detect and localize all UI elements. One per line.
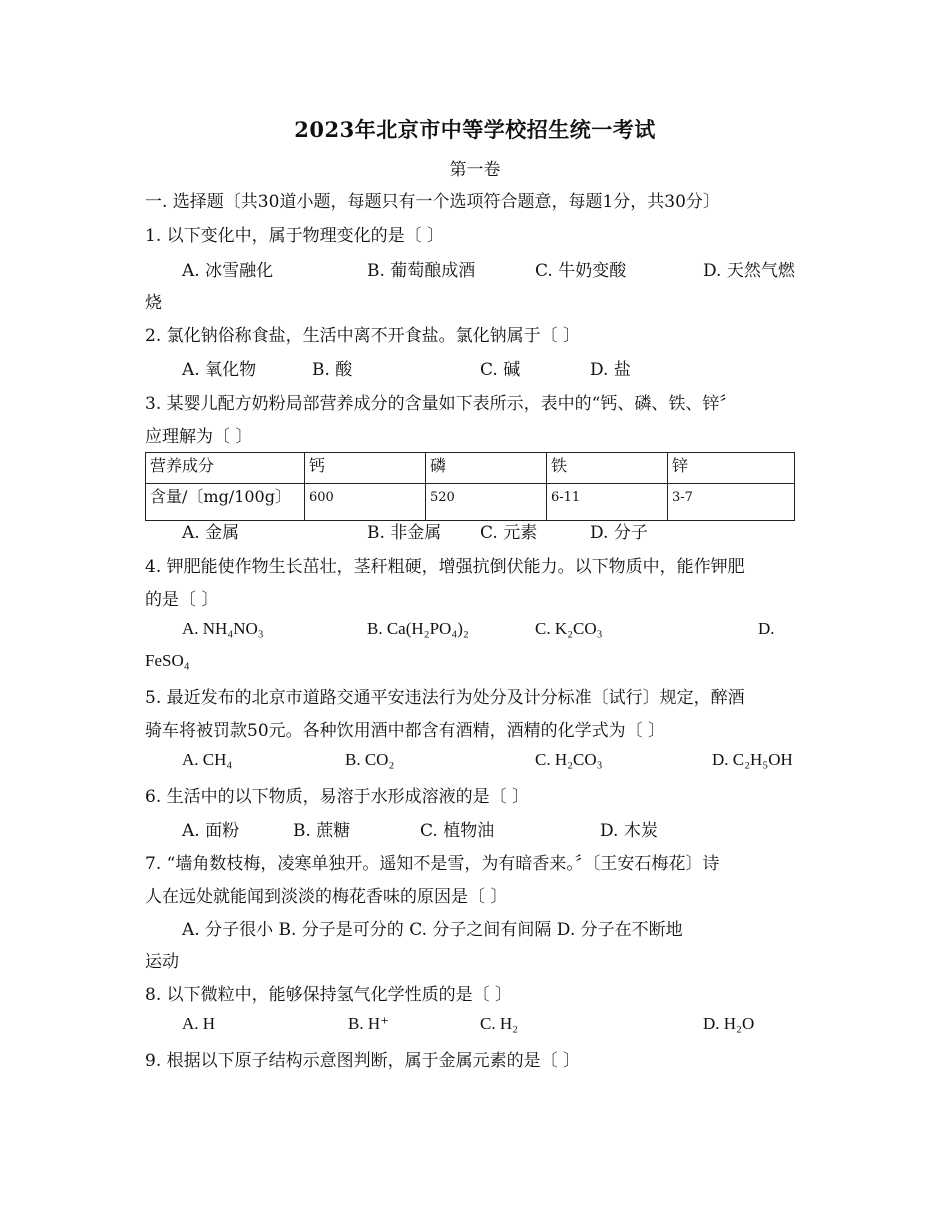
q7-options: A. 分子很小 B. 分子是可分的 C. 分子之间有间隔 D. 分子在不断地: [182, 920, 683, 940]
q8-option-a: A. H: [182, 1014, 216, 1033]
question-3-stem-cont: 应理解为〔 〕: [145, 427, 253, 447]
q1-option-c: C. 牛奶变酸: [535, 261, 627, 281]
q1-option-a: A. 冰雪融化: [182, 261, 274, 281]
question-7-stem-cont: 人在远处就能闻到淡淡的梅花香味的原因是〔 〕: [145, 887, 508, 907]
question-9-stem: 9. 根据以下原子结构示意图判断，属于金属元素的是〔 〕: [145, 1051, 581, 1071]
question-5-stem-cont: 骑车将被罚款50元。各种饮用酒中都含有酒精，酒精的化学式为〔 〕: [145, 721, 666, 741]
question-8-stem: 8. 以下微粒中，能够保持氢气化学性质的是〔 〕: [145, 985, 513, 1005]
question-2-stem: 2. 氯化钠俗称食盐，生活中离不开食盐。氯化钠属于〔 〕: [145, 326, 581, 346]
q6-option-d: D. 木炭: [600, 821, 658, 841]
table-row: [146, 484, 795, 521]
table-header-cell: 铁: [547, 453, 668, 484]
q2-option-c: C. 碱: [480, 360, 521, 380]
q2-option-d: D. 盐: [590, 360, 631, 380]
question-1-stem: 1. 以下变化中，属于物理变化的是〔 〕: [145, 226, 445, 246]
table-header-cell: 营养成分: [146, 453, 305, 484]
section-heading: 一. 选择题〔共30道小题，每题只有一个选项符合题意，每题1分，共30分〕: [145, 192, 720, 212]
q2-option-b: B. 酸: [312, 360, 353, 380]
q2-option-a: A. 氧化物: [182, 360, 257, 380]
q4-option-a: A. NH₄NO₃: [182, 619, 264, 638]
question-6-stem: 6. 生活中的以下物质，易溶于水形成溶液的是〔 〕: [145, 787, 530, 807]
table-header-row: [146, 453, 795, 484]
q7-options-wrap: 运动: [145, 952, 179, 972]
nutrition-table: [145, 452, 795, 521]
q3-option-b: B. 非金属: [367, 523, 442, 543]
table-header-cell: 磷: [426, 453, 547, 484]
question-5-stem: 5. 最近发布的北京市道路交通平安违法行为处分及计分标准〔试行〕规定，醉酒: [145, 688, 745, 708]
table-cell: 3-7: [668, 484, 795, 521]
q6-option-a: A. 面粉: [182, 821, 240, 841]
question-7-stem: 7. “墙角数枝梅，凌寒单独开。遥知不是雪，为有暗香来。〞〔王安石梅花〕诗: [145, 854, 720, 874]
question-3-stem: 3. 某婴儿配方奶粉局部营养成分的含量如下表所示，表中的“钙、磷、铁、锌〞: [145, 394, 737, 414]
q5-option-a: A. CH₄: [182, 750, 233, 769]
q4-option-d-wrap: FeSO₄: [145, 651, 190, 670]
question-4-stem-cont: 的是〔 〕: [145, 590, 219, 610]
q1-option-d: D. 天然气燃: [703, 261, 795, 281]
exam-title: 2023年北京市中等学校招生统一考试: [294, 117, 656, 142]
q6-option-c: C. 植物油: [420, 821, 495, 841]
table-cell: 6-11: [547, 484, 668, 521]
table-cell: 520: [426, 484, 547, 521]
q6-option-b: B. 蔗糖: [293, 821, 351, 841]
q3-option-a: A. 金属: [182, 523, 240, 543]
q4-option-c: C. K₂CO₃: [535, 619, 603, 638]
table-header-cell: 钙: [305, 453, 426, 484]
q1-option-d-wrap: 烧: [145, 293, 162, 313]
q3-option-c: C. 元素: [480, 523, 538, 543]
q8-option-c: C. H₂: [480, 1014, 519, 1033]
table-header-cell: 锌: [668, 453, 795, 484]
table-row-label: 含量/〔mg/100g〕: [146, 484, 305, 521]
q5-option-d: D. C₂H₅OH: [712, 750, 793, 769]
volume-label: 第一卷: [449, 160, 501, 180]
table-cell: 600: [305, 484, 426, 521]
q8-option-d: D. H₂O: [703, 1014, 755, 1033]
q5-option-c: C. H₂CO₃: [535, 750, 603, 769]
q8-option-b: B. H⁺: [348, 1014, 390, 1033]
q4-option-d: D.: [758, 619, 775, 638]
q3-option-d: D. 分子: [590, 523, 648, 543]
q5-option-b: B. CO₂: [345, 750, 395, 769]
question-4-stem: 4. 钾肥能使作物生长茁壮，茎秆粗硬，增强抗倒伏能力。以下物质中，能作钾肥: [145, 557, 745, 577]
q4-option-b: B. Ca(H₂PO₄)₂: [367, 619, 469, 638]
q1-option-b: B. 葡萄酿成酒: [367, 261, 476, 281]
